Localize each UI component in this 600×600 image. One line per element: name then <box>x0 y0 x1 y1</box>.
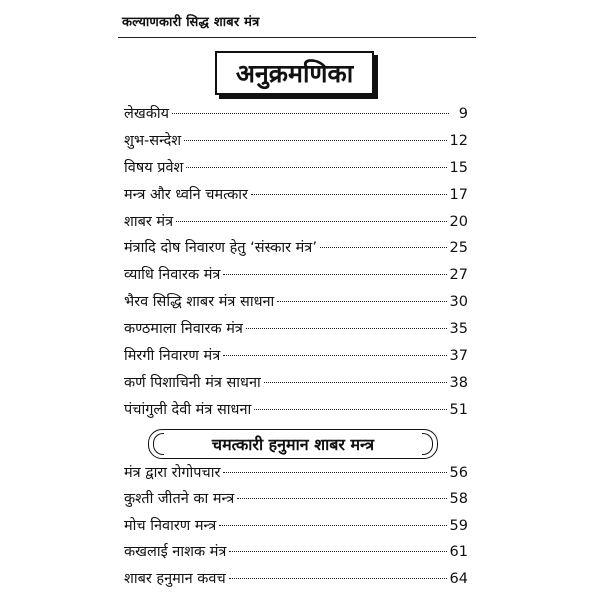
toc-entry-title: कर्ण पिशाचिनी मंत्र साधना <box>124 374 261 391</box>
toc-entry-title: भैरव सिद्धि शाबर मंत्र साधना <box>124 294 275 311</box>
toc-entry-title: शाबर हनुमान कवच <box>124 570 226 587</box>
toc-entry <box>124 515 468 541</box>
toc-entry-page: 37 <box>449 348 468 365</box>
toc-entry-page: 51 <box>449 401 468 418</box>
dot-leader <box>172 113 449 114</box>
toc-entry-page: 61 <box>449 544 468 561</box>
toc-entry <box>124 399 468 426</box>
dot-leader <box>176 221 446 222</box>
toc-entry <box>124 318 468 345</box>
toc-entry-title: पंचांगुली देवी मंत्र साधना <box>124 401 252 418</box>
toc-entry <box>124 103 468 130</box>
toc-entry-page: 25 <box>449 240 468 257</box>
toc-entry-page: 59 <box>449 517 468 534</box>
toc-entry-title: लेखकीय <box>124 106 169 122</box>
dot-leader <box>184 140 446 141</box>
toc-entry <box>124 291 468 318</box>
toc-entry-page: 64 <box>449 570 468 587</box>
toc-entry <box>124 211 468 238</box>
section-heading: चमत्कारी हनुमान शाबर मन्त्र <box>148 429 438 459</box>
dot-leader <box>237 498 446 499</box>
page-title: अनुक्रमणिका <box>215 51 374 95</box>
toc-entry-title: शुभ-सन्देश <box>124 132 182 149</box>
toc-entry-title: मोच निवारण मन्त्र <box>124 517 217 534</box>
toc-entry-title: मन्त्र और ध्वनि चमत्कार <box>124 186 248 203</box>
toc-entry-title: कुश्ती जीतने का मन्त्र <box>124 491 235 508</box>
dot-leader <box>229 551 446 552</box>
toc-entry <box>124 488 468 514</box>
toc-entry-title: मंत्रादि दोष निवारण हेतु ‘संस्कार मंत्र’ <box>124 240 317 257</box>
toc-entry <box>124 184 468 211</box>
running-head: कल्याणकारी सिद्ध शाबर मंत्र <box>122 15 260 30</box>
dot-leader <box>223 274 446 275</box>
toc-entry <box>124 462 468 488</box>
toc-entry <box>124 568 468 594</box>
toc-entry-page: 56 <box>449 465 468 481</box>
dot-leader <box>219 525 446 526</box>
dot-leader <box>251 194 447 195</box>
toc-entry-page: 17 <box>449 186 468 203</box>
toc-entry <box>124 264 468 291</box>
dot-leader <box>229 578 447 579</box>
toc-entry-title: मिरगी निवारण मंत्र <box>124 348 221 365</box>
toc-entry <box>124 372 468 399</box>
header-rule <box>118 37 476 38</box>
dot-leader <box>223 472 446 473</box>
toc-entry-title: व्याधि निवारक मंत्र <box>124 267 221 284</box>
toc-list-hanuman <box>124 462 468 594</box>
toc-entry-page: 12 <box>449 132 468 149</box>
toc-entry-page: 38 <box>449 374 468 391</box>
toc-entry-page: 58 <box>449 491 468 508</box>
toc-entry-title: मंत्र द्वारा रोगोपचार <box>124 465 221 481</box>
toc-entry-title: विषय प्रवेश <box>124 159 184 176</box>
toc-entry <box>124 345 468 372</box>
toc-entry-page: 15 <box>449 159 468 176</box>
dot-leader <box>320 247 447 248</box>
toc-entry-page: 9 <box>458 106 468 122</box>
dot-leader <box>254 409 446 410</box>
dot-leader <box>186 167 446 168</box>
dot-leader <box>223 355 446 356</box>
toc-entry-page: 27 <box>449 267 468 284</box>
toc-entry-title: शाबर मंत्र <box>124 213 174 230</box>
toc-entry <box>124 130 468 157</box>
toc-entry-title: कण्ठमाला निवारक मंत्र <box>124 321 243 338</box>
toc-entry <box>124 237 468 264</box>
dot-leader <box>246 328 447 329</box>
toc-entry-title: कखलाई नाशक मंत्र <box>124 544 227 561</box>
toc-entry-page: 30 <box>449 294 468 311</box>
toc-entry <box>124 541 468 567</box>
toc-entry-page: 35 <box>449 321 468 338</box>
toc-list <box>124 103 468 426</box>
toc-entry-page: 20 <box>449 213 468 230</box>
toc-entry <box>124 157 468 184</box>
dot-leader <box>264 382 447 383</box>
dot-leader <box>277 301 446 302</box>
